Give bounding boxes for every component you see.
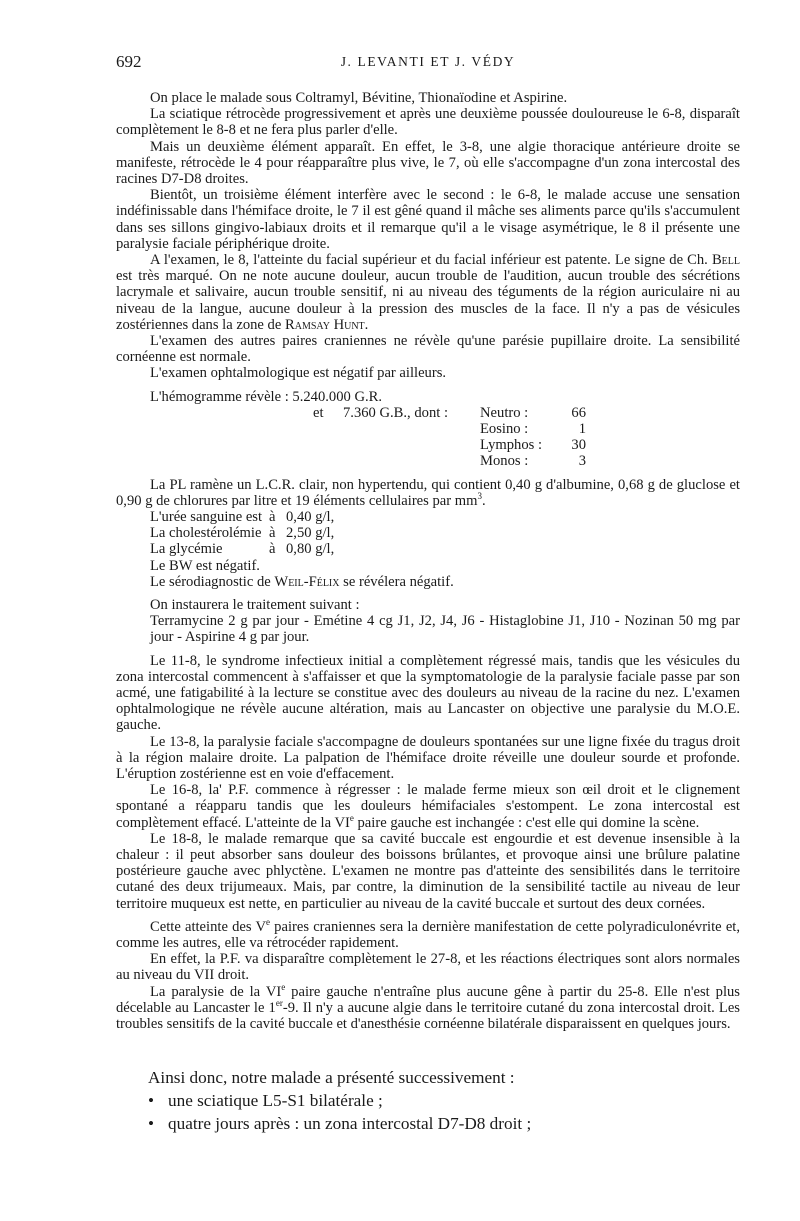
paragraph: La sciatique rétrocède progressivement et après une deuxième poussée douloureuse le 6-8, disparaît complètement le 8-8 et ne fera plus parler d'elle. [116, 106, 740, 139]
paragraph-exam: A l'examen, le 8, l'atteinte du facial supérieur et du facial inférieur est patente. Le signe de Ch. Bell est très marqué. On ne note aucune douleur, aucun trouble de l'audition, aucun trouble des sécrétions lacrymale et salivaire, aucun trouble sensitif, ni au niveau des téguments de la région auriculaire ni au niveau de la langue, aucune douleur à la pression des muscles de la face. Il n'y a pas de vésicules zostériennes dans la zone de Ramsay Hunt. [116, 252, 740, 333]
hemogram-et: et [313, 404, 324, 421]
running-header [116, 52, 740, 74]
list-item: • une sciatique L5-S1 bilatérale ; [148, 1091, 383, 1110]
hemogram-table [116, 389, 740, 470]
hemogram-row-value: 3 [578, 453, 586, 470]
paragraph: Le 11-8, le syndrome infectieux initial a complètement régressé mais, tandis que les vésicules du zona intercostal commencent à s'affaisser et que la symptomatologie de la paralysie faciale passe par son acmé, une fatigabilité à la lecture se constitue avec des douleurs au niveau de la racine du nez. L'examen ophtalmologique ne révèle aucune altération, mais au Lancaster on objective une paralysie du M.O.E. gauche. [116, 652, 740, 734]
running-title: J. LEVANTI ET J. VÉDY [340, 54, 516, 69]
paragraph: Le 13-8, la paralysie faciale s'accompagne de douleurs spontanées sur une ligne fixée du tragus droit à la région malaire droite. La palpation de l'hémiface droite réveille une douleur sourde et profonde. L'éruption zostérienne est en voie d'effacement. [116, 733, 740, 782]
list-item: • quatre jours après : un zona intercostal D7-D8 droit ; [148, 1114, 532, 1133]
rate-row: La glycémie à 0,80 g/l, [150, 541, 335, 558]
hemogram-row-value: 66 [571, 404, 586, 421]
treatment-text: Terramycine 2 g par jour - Emétine 4 cg J1, J2, J4, J6 - Histaglobine J1, J10 - Nozinan 50 mg par jour - Aspirine 4 g par jour. [150, 613, 740, 646]
serodiag-line: Le sérodiagnostic de Weil-Félix se révélera négatif. [150, 573, 454, 590]
bullet-icon: • [148, 1091, 155, 1110]
paragraph: L'examen des autres paires craniennes ne révèle qu'une parésie pupillaire droite. La sensibilité cornéenne est normale. [116, 333, 740, 366]
paragraph: Bientôt, un troisième élément interfère avec le second : le 6-8, le malade accuse une sensation indéfinissable dans l'hémiface droite, le 7 il est gêné quand il mâche ses aliments parce qu'ils s'accumulent dans ses sillons gingivo-labiaux droits et il remarque qu'il a le visage asymétrique, le 8 il présente une paralysie faciale périphérique droite. [116, 187, 740, 252]
summary-intro: Ainsi donc, notre malade a présenté successivement : [148, 1068, 515, 1087]
paragraph: La paralysie de la VIe paire gauche n'entraîne plus aucune gêne à partir du 25-8. Elle n'est plus décelable au Lancaster le 1er-9. Il n'y a aucune algie dans le territoire cutané du zona intercostal droit. Les troubles sensitifs de la cavité buccale et d'anesthésie cornéenne bilatérale disparaissent en quelques jours. [116, 981, 740, 1033]
paragraph: En effet, la P.F. va disparaître complètement le 27-8, et les réactions électriques sont alors normales au niveau du VII droit. [116, 951, 740, 984]
rate-row: La cholestérolémie à 2,50 g/l, [150, 525, 335, 542]
paragraph: L'examen ophtalmologique est négatif par ailleurs. [150, 365, 447, 382]
rate-row: L'urée sanguine est à 0,40 g/l, [150, 509, 335, 525]
paragraph: Mais un deuxième élément apparaît. En effet, le 3-8, une algie thoracique antérieure droite se manifeste, rétrocède le 4 pour réapparaître plus vive, le 7, où elle s'accompagne d'un zona intercostal des racines D7-D8 droites. [116, 138, 740, 188]
paragraph: On place le malade sous Coltramyl, Bévitine, Thionaïodine et Aspirine. [150, 90, 568, 106]
summary-list [148, 1066, 748, 1135]
bullet-icon: • [148, 1114, 155, 1133]
author-name-ramsay-hunt: Ramsay Hunt [284, 316, 365, 333]
hemogram-row-value: 30 [571, 437, 586, 454]
page-number: 692 [116, 52, 142, 71]
article-body [116, 90, 740, 1032]
paragraph: Le 18-8, le malade remarque que sa cavité buccale est engourdie et est devenue insensible à la chaleur : il peut absorber sans douleur des boissons brûlantes, et provoque ainsi une brûlure palatine postérieure gauche avec phlyctène. L'examen ne montre pas d'atteinte des sensibilités dans le territoire cutané des deux trijumeaux. Mais, par contre, la diminution de la sensibilité tactile au niveau de leur territoire muqueux est nette, en particulier au niveau de la cavité buccale et surtout des deux cornées. [116, 830, 740, 912]
hemogram-label: L'hémogramme révèle : 5.240.000 G.R. [150, 388, 383, 405]
author-name-bell: Bell [711, 252, 740, 269]
hemogram-gb: 7.360 G.B., dont : [343, 404, 448, 421]
bw-line: Le BW est négatif. [150, 557, 260, 574]
hemogram-row-value: 1 [578, 421, 586, 438]
paragraph: Le 16-8, la' P.F. commence à régresser : le malade ferme mieux son œil droit et le clignement spontané a réapparu tandis que les douleurs hémifaciales s'estompent. Le zona intercostal est complètement effacé. L'atteinte de la VIe paire gauche est inchangée : c'est elle qui domine la scène. [116, 782, 740, 831]
paragraph: Cette atteinte des Ve paires craniennes sera la dernière manifestation de cette polyradiculonévrite et, comme les autres, elle va rétrocéder rapidement. [116, 916, 740, 952]
treatment-intro: On instaurera le traitement suivant : [150, 596, 360, 613]
hemogram-row-name: Neutro : [480, 404, 529, 421]
rates-list [116, 509, 740, 558]
paragraph-pl: La PL ramène un L.C.R. clair, non hypertendu, qui contient 0,40 g d'albumine, 0,68 g de gluclose et 0,90 g de chlorures par litre et 19 éléments cellulaires par $mm^3$. [116, 476, 740, 509]
hemogram-row-name: Eosino : [480, 421, 529, 438]
hemogram-row-name: Lymphos : [480, 437, 543, 454]
hemogram-row-name: Monos : [480, 453, 529, 470]
